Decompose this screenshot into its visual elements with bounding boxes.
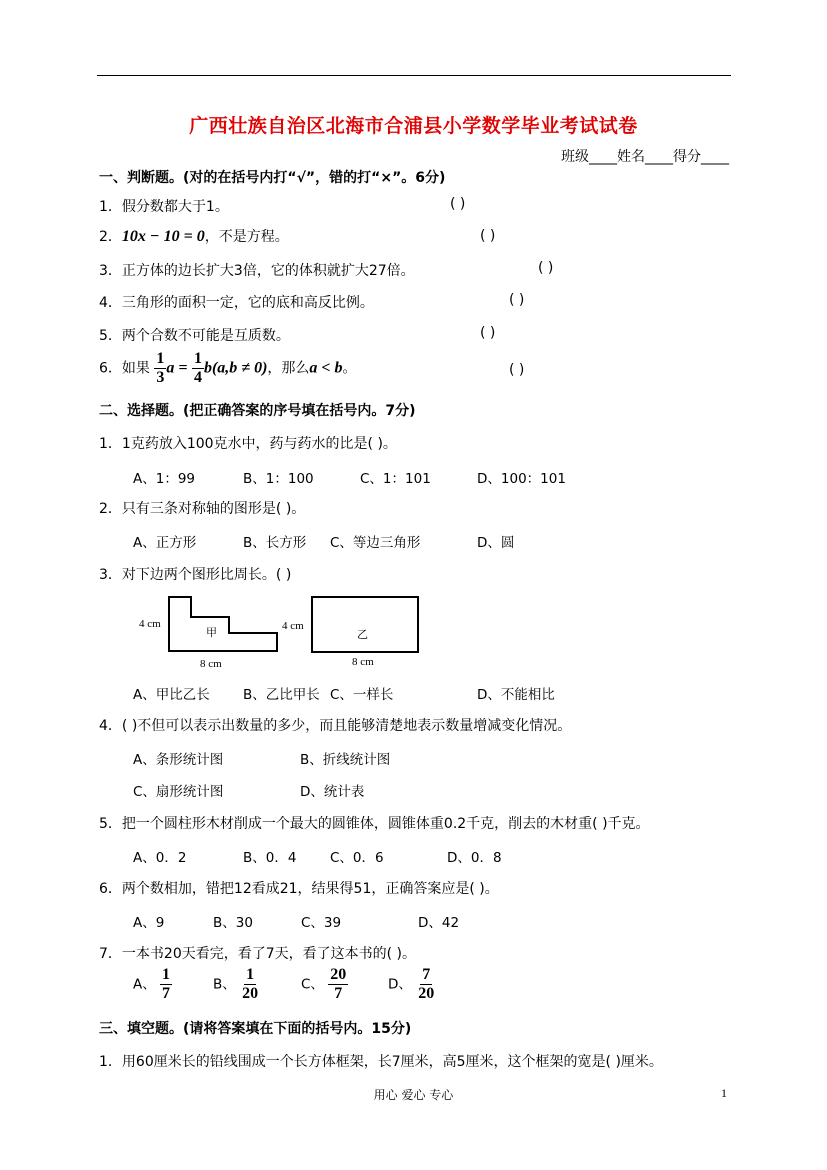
choice-q5-option-a[interactable]: A、0．2 <box>133 850 187 866</box>
figure-yi-width-label: 8 cm <box>352 656 374 668</box>
figure-jia-height-label: 4 cm <box>139 618 161 630</box>
fraction-numerator: 1 <box>162 966 171 983</box>
choice-q2-option-d[interactable]: D、圆 <box>477 535 515 551</box>
choice-q2-option-b[interactable]: B、长方形 <box>243 535 307 551</box>
fraction-numerator: 1 <box>246 966 255 983</box>
choice-q7-option-d[interactable] <box>388 967 436 1002</box>
choice-q2: 2．只有三条对称轴的图形是( )。 <box>99 501 306 517</box>
choice-q5-option-c[interactable]: C、0．6 <box>330 850 384 866</box>
exam-title: 广西壮族自治区北海市合浦县小学数学毕业考试试卷 <box>189 115 638 137</box>
judge-q1-answer[interactable]: ( ) <box>450 196 466 212</box>
judge-q3-answer[interactable]: ( ) <box>538 260 554 276</box>
choice-q5-option-d[interactable]: D、0．8 <box>447 850 502 866</box>
option-label: D、 <box>388 976 412 993</box>
judge-q2-text: ，不是方程。 <box>204 229 289 245</box>
choice-q2-option-a[interactable]: A、正方形 <box>133 535 197 551</box>
judge-q6-prefix: 6．如果 <box>99 360 150 377</box>
choice-q5: 5．把一个圆柱形木材削成一个最大的圆锥体，圆锥体重0.2千克，削去的木材重( )千克。 <box>99 816 650 832</box>
fraction-numerator: 20 <box>330 966 347 983</box>
page-footer: 用心 爱心 专心 <box>373 1088 454 1102</box>
choice-q7-option-b[interactable] <box>213 967 260 1002</box>
fraction-denominator: 4 <box>193 369 202 386</box>
fraction-numerator: 1 <box>193 350 202 367</box>
fraction-denominator: 7 <box>162 985 171 1002</box>
fraction-denominator: 7 <box>334 985 343 1002</box>
figure-yi-shape <box>312 597 418 652</box>
math-b-condition: b(a,b ≠ 0) <box>203 359 268 377</box>
judge-q4-answer[interactable]: ( ) <box>509 292 525 308</box>
figure-jia-name: 甲 <box>206 626 217 639</box>
judge-q2 <box>99 226 289 246</box>
choice-q1-option-d[interactable]: D、100：101 <box>477 471 566 487</box>
judge-q2-answer[interactable]: ( ) <box>480 228 496 244</box>
fraction-numerator: 7 <box>422 966 431 983</box>
fraction <box>416 967 436 1002</box>
judge-q5-answer[interactable]: ( ) <box>480 325 496 341</box>
figure-yi-name: 乙 <box>357 628 368 641</box>
fraction-one-third <box>154 351 166 386</box>
fraction-denominator: 20 <box>242 985 259 1002</box>
choice-q1: 1．1克药放入100克水中，药与药水的比是( )。 <box>99 436 397 452</box>
fraction-numerator: 1 <box>156 350 165 367</box>
choice-q1-option-b[interactable]: B、1：100 <box>243 471 314 487</box>
choice-q6-option-d[interactable]: D、42 <box>418 915 460 931</box>
judge-q5: 5．两个合数不可能是互质数。 <box>99 328 290 344</box>
fraction <box>160 967 172 1002</box>
math-a-less-b: a < b <box>309 359 343 377</box>
choice-q1-option-c[interactable]: C、1：101 <box>360 471 431 487</box>
section-judge-heading: 一、判断题。(对的在括号内打“√”，错的打“×”。6分) <box>99 170 446 186</box>
figure-jia-shape <box>169 597 277 651</box>
fraction-denominator: 3 <box>156 369 165 386</box>
choice-q4-option-d[interactable]: D、统计表 <box>300 784 365 800</box>
choice-q3-option-d[interactable]: D、不能相比 <box>477 687 555 703</box>
choice-q1-option-a[interactable]: A、1：99 <box>133 471 196 487</box>
math-a-equals: a = <box>166 359 188 377</box>
choice-q4-option-b[interactable]: B、折线统计图 <box>300 752 391 768</box>
choice-q6-option-a[interactable]: A、9 <box>133 915 165 931</box>
page-number: 1 <box>721 1086 727 1100</box>
figure-yi-height-label: 4 cm <box>282 620 304 632</box>
fraction <box>328 967 348 1002</box>
judge-q6-end: 。 <box>342 360 357 377</box>
judge-q1: 1．假分数都大于1。 <box>99 199 229 215</box>
choice-q6: 6．两个数相加，错把12看成21，结果得51，正确答案应是( )。 <box>99 881 499 897</box>
option-label: C、 <box>301 976 324 993</box>
section-fill-heading: 三、填空题。(请将答案填在下面的括号内。15分) <box>99 1021 412 1037</box>
judge-q6-answer[interactable]: ( ) <box>509 362 525 378</box>
judge-q2-number: 2． <box>99 229 122 245</box>
header-rule <box>97 75 731 76</box>
fraction <box>240 967 260 1002</box>
choice-q3-option-c[interactable]: C、一样长 <box>330 687 394 703</box>
section-choice-heading: 二、选择题。(把正确答案的序号填在括号内。7分) <box>99 403 416 419</box>
fraction-one-fourth <box>192 351 204 386</box>
choice-q6-option-c[interactable]: C、39 <box>301 915 342 931</box>
figure-jia-width-label: 8 cm <box>200 658 222 670</box>
choice-q7-option-c[interactable] <box>301 967 348 1002</box>
option-label: B、 <box>213 976 236 993</box>
choice-q2-option-c[interactable]: C、等边三角形 <box>330 535 421 551</box>
choice-q7: 7．一本书20天看完，看了7天，看了这本书的( )。 <box>99 946 417 962</box>
judge-q4: 4．三角形的面积一定，它的底和高反比例。 <box>99 295 374 311</box>
judge-q6-then: ，那么 <box>267 360 310 377</box>
judge-q6 <box>99 351 357 386</box>
choice-q3-option-b[interactable]: B、乙比甲长 <box>243 687 320 703</box>
judge-q3: 3．正方体的边长扩大3倍，它的体积就扩大27倍。 <box>99 263 415 279</box>
choice-q3-option-a[interactable]: A、甲比乙长 <box>133 687 210 703</box>
choice-q3: 3．对下边两个图形比周长。( ) <box>99 567 292 583</box>
choice-q5-option-b[interactable]: B、0．4 <box>243 850 297 866</box>
choice-q7-option-a[interactable] <box>133 967 172 1002</box>
fraction-denominator: 20 <box>418 985 435 1002</box>
choice-q6-option-b[interactable]: B、30 <box>213 915 253 931</box>
student-info-line: 班级____姓名____得分____ <box>561 149 729 165</box>
choice-q4-option-c[interactable]: C、扇形统计图 <box>133 784 224 800</box>
perimeter-figures <box>130 592 430 670</box>
option-label: A、 <box>133 976 156 993</box>
fill-q1: 1．用60厘米长的铅线围成一个长方体框架，长7厘米，高5厘米，这个框架的宽是( )厘米。 <box>99 1054 663 1070</box>
judge-q2-equation: 10x − 10 = 0 <box>121 228 205 245</box>
choice-q4: 4．( )不但可以表示出数量的多少，而且能够清楚地表示数量增减变化情况。 <box>99 718 572 734</box>
choice-q4-option-a[interactable]: A、条形统计图 <box>133 752 224 768</box>
